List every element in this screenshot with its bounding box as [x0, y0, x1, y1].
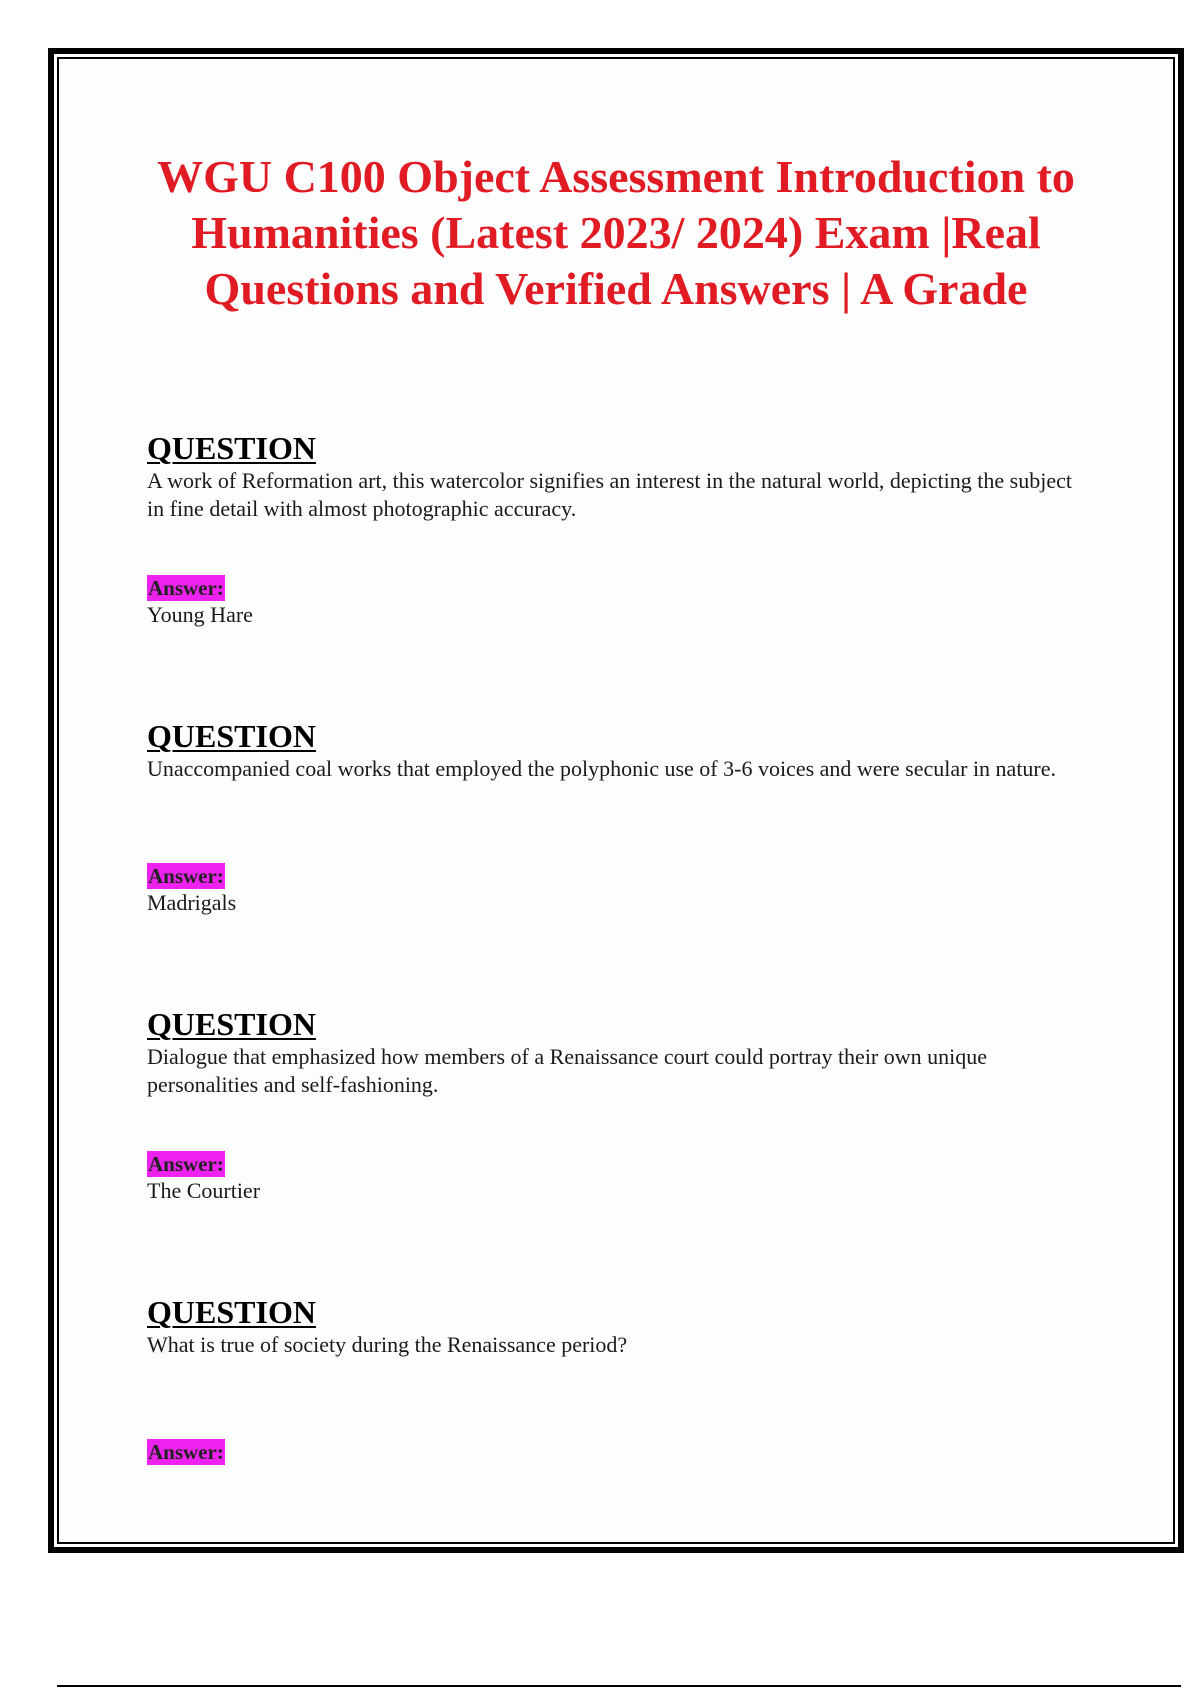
- qa-item: [147, 719, 1083, 1007]
- qa-item: [147, 1295, 1083, 1583]
- question-text: A work of Reformation art, this watercolor signifies an interest in the natural world, depicting the subject in fine detail with almost photographic accuracy.: [147, 468, 1072, 521]
- answer-label: Answer:: [148, 1152, 224, 1176]
- answer-label: Answer:: [148, 576, 224, 600]
- answer-text: The Courtier: [147, 1178, 261, 1203]
- question-heading: QUESTION: [147, 718, 316, 754]
- answer-label: Answer:: [148, 864, 224, 888]
- question-heading: QUESTION: [147, 430, 316, 466]
- question-text: Dialogue that emphasized how members of a Renaissance court could portray their own unique personalities and self-fashioning.: [147, 1044, 988, 1097]
- question-list: [147, 431, 1083, 1583]
- question-heading: QUESTION: [147, 1006, 316, 1042]
- question-text: What is true of society during the Renaissance period?: [147, 1332, 628, 1357]
- qa-item: [147, 431, 1083, 719]
- question-text: Unaccompanied coal works that employed the polyphonic use of 3-6 voices and were secular in nature.: [147, 756, 1057, 781]
- question-heading: QUESTION: [147, 1294, 316, 1330]
- document-title: WGU C100 Object Assessment Introduction to Humanities (Latest 2023/ 2024) Exam |Real Questions and Verified Answers | A Grade: [157, 151, 1075, 314]
- page-border: [48, 48, 1184, 1553]
- page-content: [57, 57, 1175, 1544]
- answer-text: Young Hare: [147, 602, 253, 627]
- footer-divider: [57, 1685, 1181, 1687]
- qa-item: [147, 1007, 1083, 1295]
- answer-label: Answer:: [148, 1440, 224, 1464]
- answer-text: Madrigals: [147, 890, 237, 915]
